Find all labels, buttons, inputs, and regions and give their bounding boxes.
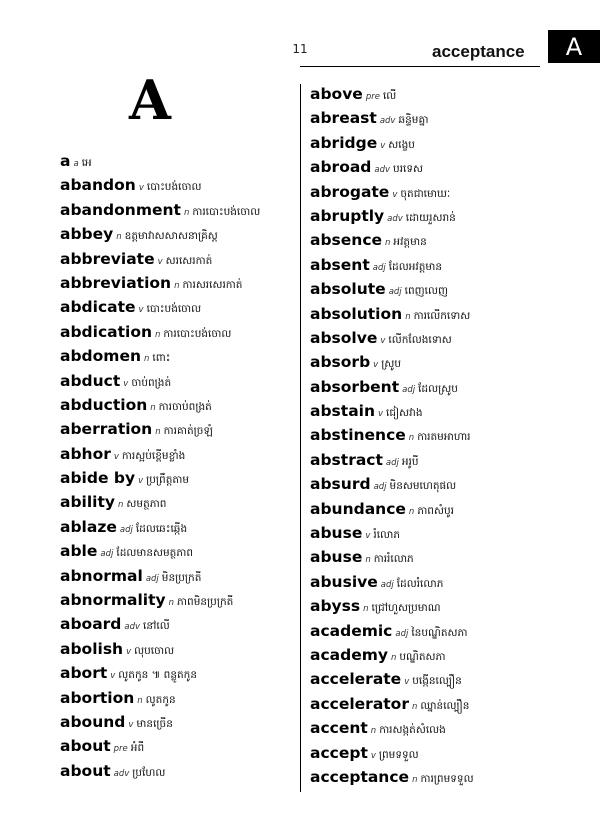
entry-headword: abnormality: [60, 591, 166, 610]
entry-part-of-speech: v: [128, 719, 134, 730]
entry-part-of-speech: adj: [119, 524, 133, 535]
entry-headword: absolve: [310, 328, 378, 347]
entry-part-of-speech: v: [126, 646, 132, 657]
entry-part-of-speech: adv: [374, 165, 391, 176]
dictionary-entry: [60, 686, 296, 710]
entry-part-of-speech: v: [123, 378, 129, 389]
dictionary-entry: [310, 765, 550, 789]
entry-part-of-speech: n: [412, 774, 418, 785]
entry-headword: abstain: [310, 402, 375, 421]
entry-translation: ការសង្កត់សំលេង: [379, 724, 446, 737]
entry-headword: abstract: [310, 450, 383, 469]
entry-headword: abide by: [60, 469, 136, 488]
dictionary-entry: [310, 277, 550, 301]
entry-translation: សង្ខេប: [388, 138, 415, 151]
entry-translation: ចុតជាមោឃៈ: [400, 187, 451, 200]
entry-headword: absorb: [310, 353, 371, 372]
entry-translation: ការបោះបង់ចោល: [163, 327, 232, 340]
entry-headword: academy: [310, 645, 388, 664]
dictionary-entry: [60, 320, 296, 344]
entry-headword: abolish: [60, 639, 124, 658]
entry-headword: a: [60, 152, 71, 170]
entry-headword: abduct: [60, 371, 121, 390]
entry-part-of-speech: v: [373, 360, 379, 371]
dictionary-entry: [60, 369, 296, 393]
dictionary-entry: [60, 734, 296, 758]
entry-part-of-speech: v: [392, 189, 398, 200]
entry-part-of-speech: v: [378, 409, 384, 420]
entry-translation: ដែលឆេះឆ្កើង: [135, 522, 188, 535]
entry-translation: នៃបណ្ឌិតសភា: [411, 626, 468, 639]
entry-part-of-speech: pre: [365, 92, 380, 102]
entry-part-of-speech: adj: [402, 384, 416, 395]
entry-headword: above: [310, 85, 363, 103]
entry-part-of-speech: adj: [145, 573, 159, 584]
entry-part-of-speech: pre: [113, 744, 128, 755]
entry-part-of-speech: v: [138, 305, 144, 316]
dictionary-entry: [310, 643, 550, 667]
entry-headword: abhor: [60, 444, 111, 463]
dictionary-entry: [310, 350, 550, 374]
entry-translation: ការសរសេរកាត់: [182, 278, 243, 291]
guide-word: acceptance: [432, 42, 525, 61]
dictionary-entry: [310, 131, 550, 155]
entry-headword: accelerate: [310, 670, 402, 689]
entry-part-of-speech: n: [155, 427, 161, 438]
entry-translation: ភាពមិនប្រក្រតី: [177, 596, 234, 609]
entry-headword: absorbent: [310, 377, 400, 396]
entry-translation: ការស្អប់ខ្ពើមខ្លាំង: [121, 449, 186, 462]
entry-headword: abstinence: [310, 426, 406, 445]
entry-translation: អវត្តមាន: [393, 236, 427, 249]
entry-part-of-speech: n: [411, 701, 418, 712]
entry-headword: abnormal: [60, 566, 143, 585]
entry-headword: ability: [60, 493, 116, 512]
entry-headword: accept: [310, 743, 368, 762]
entry-headword: aboard: [60, 615, 122, 634]
page-number: 11: [292, 42, 308, 56]
entry-translation: ឆន្ទិមគ្នា: [398, 114, 429, 127]
column-divider: [300, 84, 301, 792]
entry-translation: មិនសមហេតុផល: [389, 480, 457, 493]
entry-translation: ការតមអាហារ: [417, 431, 471, 444]
dictionary-entry: [310, 204, 550, 228]
entry-headword: abusive: [310, 572, 378, 591]
entry-headword: abduction: [60, 395, 148, 414]
entry-headword: absence: [310, 231, 383, 250]
dictionary-entry: [60, 198, 296, 222]
dictionary-entry: [310, 497, 550, 521]
entry-headword: abound: [60, 712, 126, 731]
dictionary-entry: [310, 472, 550, 496]
dictionary-entry: [310, 594, 550, 618]
entry-translation: ឈ្នាន់ល្បឿន: [420, 699, 470, 712]
entry-headword: abort: [60, 664, 108, 683]
entry-part-of-speech: n: [183, 207, 190, 218]
entry-translation: មិនប្រក្រតី: [161, 571, 202, 584]
entry-part-of-speech: v: [404, 677, 410, 688]
dictionary-entry: [310, 692, 550, 716]
entry-headword: abruptly: [310, 206, 385, 225]
entry-part-of-speech: v: [138, 183, 144, 194]
dictionary-entry: [310, 82, 550, 106]
entry-headword: abandon: [60, 176, 136, 195]
entry-translation: អំពី: [130, 742, 145, 755]
entry-part-of-speech: adv: [124, 622, 141, 633]
dictionary-entry: [60, 417, 296, 441]
entry-translation: ចាប់ពង្រត់: [131, 376, 172, 389]
dictionary-entry: [60, 149, 296, 173]
dictionary-entry: [60, 490, 296, 514]
dictionary-entry: [310, 667, 550, 691]
entry-translation: មានច្រើន: [136, 717, 173, 730]
dictionary-entry: [60, 295, 296, 319]
entry-part-of-speech: adj: [385, 457, 399, 468]
entry-part-of-speech: n: [385, 238, 391, 249]
dictionary-entry: [310, 180, 550, 204]
entry-translation: លើកលែងទោស: [388, 333, 452, 346]
entry-translation: អរូបី: [401, 455, 419, 468]
entry-part-of-speech: v: [365, 531, 371, 542]
entry-translation: ដោយរួសរាន់: [405, 211, 456, 224]
entry-translation: លើ: [382, 90, 397, 102]
entry-part-of-speech: v: [370, 750, 376, 761]
entry-translation: ការរំលោភ: [373, 553, 414, 566]
entry-part-of-speech: v: [157, 256, 163, 267]
dictionary-entry: [310, 302, 550, 326]
entry-translation: បណ្ឌិតសភា: [399, 650, 446, 663]
dictionary-entry: [60, 515, 296, 539]
dictionary-entry: [60, 539, 296, 563]
entry-part-of-speech: adj: [100, 549, 114, 560]
entry-headword: abdication: [60, 322, 153, 341]
entry-translation: ភាពសំបូរ: [417, 504, 454, 517]
entry-translation: ពេញលេញ: [404, 285, 448, 298]
entry-headword: abdomen: [60, 347, 141, 366]
entry-translation: ការគាត់ច្រឡំ: [163, 425, 213, 438]
entry-headword: able: [60, 542, 98, 561]
dictionary-entry: [60, 393, 296, 417]
entry-headword: absolute: [310, 280, 386, 299]
entry-headword: accelerator: [310, 694, 409, 713]
entry-part-of-speech: adj: [388, 287, 402, 298]
dictionary-entry: [310, 716, 550, 740]
entry-headword: acceptance: [310, 767, 410, 786]
entry-headword: academic: [310, 621, 393, 640]
entry-translation: រំលោភ: [373, 529, 401, 542]
dictionary-entry: [60, 564, 296, 588]
entry-translation: ជៀសវាង: [386, 407, 423, 420]
dictionary-entry: [310, 155, 550, 179]
entry-headword: abyss: [310, 597, 361, 616]
section-letter: A: [129, 68, 171, 132]
dictionary-entry: [310, 399, 550, 423]
entry-translation: បោះបង់ចោល: [146, 303, 202, 316]
entry-part-of-speech: n: [363, 604, 369, 615]
entry-translation: ស្រូប: [381, 358, 401, 371]
letter-tab: A: [548, 30, 600, 63]
left-column: [60, 149, 296, 783]
entry-translation: ដែលស្រូប: [418, 382, 458, 395]
entry-part-of-speech: n: [168, 598, 175, 609]
entry-headword: about: [60, 761, 111, 780]
dictionary-entry: [310, 423, 550, 447]
entry-headword: abdicate: [60, 298, 136, 317]
entry-translation: បរទេស: [393, 163, 424, 176]
dictionary-entry: [60, 759, 296, 783]
entry-translation: សរសេរកាត់: [165, 254, 213, 267]
entry-part-of-speech: n: [174, 280, 180, 291]
entry-translation: ជ្រៅហួសប្រមាណ: [371, 602, 441, 615]
entry-translation: ដែលអវត្តមាន: [388, 260, 443, 273]
entry-part-of-speech: adj: [372, 262, 386, 273]
header-rule: [300, 66, 540, 67]
entry-translation: ប្រហែល: [132, 766, 166, 779]
entry-headword: abbey: [60, 225, 114, 244]
entry-translation: ការចាប់ពង្រត់: [158, 400, 212, 413]
dictionary-entry: [60, 710, 296, 734]
dictionary-entry: [310, 570, 550, 594]
dictionary-entry: [60, 442, 296, 466]
entry-part-of-speech: adv: [113, 768, 130, 779]
entry-headword: abreast: [310, 109, 377, 128]
entry-translation: លុបចោល: [134, 644, 175, 657]
entry-translation: នៅលើ: [143, 620, 170, 633]
dictionary-entry: [310, 375, 550, 399]
dictionary-entry: [60, 173, 296, 197]
entry-part-of-speech: n: [137, 695, 143, 706]
entry-part-of-speech: adj: [373, 482, 387, 493]
entry-headword: accent: [310, 719, 368, 738]
right-column: [310, 82, 550, 789]
entry-headword: abortion: [60, 688, 135, 707]
entry-headword: aberration: [60, 420, 153, 439]
entry-headword: abundance: [310, 499, 406, 518]
entry-part-of-speech: n: [144, 354, 150, 365]
dictionary-entry: [310, 228, 550, 252]
entry-part-of-speech: adj: [395, 628, 409, 639]
entry-translation: ដែលមានសមត្ថភាព: [116, 547, 194, 560]
dictionary-entry: [310, 326, 550, 350]
entry-translation: បោះបង់ចោល: [146, 181, 202, 194]
entry-translation: សមត្ថភាព: [126, 498, 167, 511]
dictionary-entry: [310, 545, 550, 569]
entry-translation: លូតកូន: [145, 693, 176, 706]
entry-headword: absent: [310, 255, 370, 274]
dictionary-entry: [60, 661, 296, 685]
entry-headword: abbreviation: [60, 273, 172, 292]
entry-part-of-speech: v: [113, 451, 119, 462]
entry-headword: abandonment: [60, 200, 181, 219]
entry-translation: បង្កើនល្បឿន: [412, 675, 462, 688]
entry-translation: ពោះ: [152, 352, 171, 365]
entry-translation: ការលើកទោស: [413, 309, 471, 322]
entry-translation: ឧត្តមាវាសសាសនាគ្រិស្ត: [124, 230, 218, 243]
entry-headword: abroad: [310, 158, 372, 177]
dictionary-entry: [60, 637, 296, 661]
entry-part-of-speech: a: [73, 159, 79, 169]
entry-part-of-speech: n: [118, 500, 124, 511]
entry-translation: អេ: [81, 157, 92, 169]
entry-part-of-speech: n: [150, 402, 156, 413]
entry-headword: abuse: [310, 524, 363, 543]
entry-headword: abridge: [310, 133, 378, 152]
entry-part-of-speech: adv: [387, 213, 403, 224]
entry-headword: abbreviate: [60, 249, 155, 268]
entry-headword: abuse: [310, 548, 363, 567]
entry-translation: ដែលរំលោភ: [396, 577, 444, 590]
entry-part-of-speech: n: [116, 232, 122, 243]
entry-part-of-speech: adj: [380, 579, 394, 590]
entry-headword: absurd: [310, 475, 371, 494]
entry-translation: លូតកូន ៕ ពន្លូតកូន: [118, 669, 198, 682]
entry-part-of-speech: v: [138, 476, 144, 487]
dictionary-entry: [310, 253, 550, 277]
dictionary-entry: [60, 271, 296, 295]
dictionary-entry: [60, 612, 296, 636]
entry-translation: ការព្រមទទួល: [420, 772, 474, 785]
dictionary-entry: [60, 222, 296, 246]
entry-headword: about: [60, 737, 111, 756]
entry-headword: absolution: [310, 304, 403, 323]
entry-part-of-speech: v: [110, 671, 116, 682]
entry-part-of-speech: n: [390, 652, 397, 663]
entry-translation: ប្រព្រឹត្តតាម: [146, 474, 190, 487]
entry-translation: ព្រមទទួល: [378, 748, 419, 761]
dictionary-entry: [310, 521, 550, 545]
dictionary-entry: [60, 588, 296, 612]
entry-part-of-speech: n: [365, 555, 371, 566]
entry-headword: ablaze: [60, 517, 117, 536]
entry-translation: ការបោះបង់ចោល: [192, 205, 261, 218]
dictionary-entry: [310, 448, 550, 472]
entry-part-of-speech: v: [380, 140, 386, 151]
entry-part-of-speech: v: [380, 335, 386, 346]
entry-part-of-speech: adv: [379, 116, 396, 127]
entry-part-of-speech: n: [370, 726, 377, 737]
dictionary-entry: [310, 741, 550, 765]
dictionary-entry: [60, 344, 296, 368]
dictionary-entry: [310, 619, 550, 643]
dictionary-entry: [60, 247, 296, 271]
entry-headword: abrogate: [310, 182, 390, 201]
entry-part-of-speech: n: [155, 329, 161, 340]
entry-part-of-speech: n: [408, 433, 415, 444]
entry-part-of-speech: n: [408, 506, 415, 517]
entry-part-of-speech: n: [405, 311, 411, 322]
dictionary-entry: [310, 106, 550, 130]
dictionary-entry: [60, 466, 296, 490]
